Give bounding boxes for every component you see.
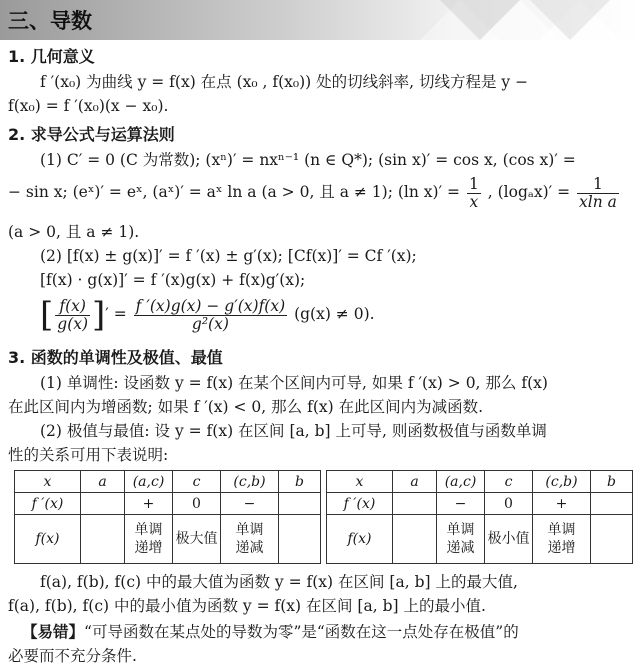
cell-f-ac: 单调 递增: [125, 515, 173, 564]
frac2-denominator: xln a: [579, 192, 617, 211]
cell-header-x: x: [15, 471, 81, 493]
cell-fprime-a: [393, 493, 437, 515]
cell-f-ac: 单调 递减: [437, 515, 485, 564]
section-banner: [0, 0, 640, 40]
cell-fprime-label: f ′(x): [15, 493, 81, 515]
table-maximum: [14, 470, 321, 564]
s2-line5: [f(x) · g(x)]′ = f ′(x)g(x) + f(x)g′(x);: [40, 271, 306, 289]
cell-header-ac: (a,c): [437, 471, 485, 493]
s2-line2-a: − sin x; (eˣ)′ = eˣ, (aˣ)′ = aˣ ln a (a > 0, 且 a ≠ 1); (ln x)′ =: [8, 183, 461, 201]
cell-header-ac: (a,c): [125, 471, 173, 493]
s3-line2: 在此区间内为增函数; 如果 f ′(x) < 0, 那么 f(x) 在此区间内为减函数.: [8, 398, 484, 416]
s2-line4: (2) [f(x) ± g(x)]′ = f ′(x) ± g′(x); [Cf(x)]′ = Cf ′(x);: [40, 247, 417, 265]
cell-f-b: [591, 515, 633, 564]
cell-header-a: a: [81, 471, 125, 493]
cell-fprime-ac: −: [437, 493, 485, 515]
cell-header-b: b: [279, 471, 321, 493]
s3-line3: (2) 极值与最值: 设 y = f(x) 在区间 [a, b] 上可导, 则函数极值与函数单调: [40, 422, 547, 440]
section-title: 三、导数: [8, 9, 92, 33]
left-bracket: [: [40, 295, 54, 335]
cell-f-b: [279, 515, 321, 564]
cell-f-c: 极小值: [485, 515, 533, 564]
cell-f-cb: 单调 递增: [533, 515, 591, 564]
fraction-1-over-x: [467, 176, 481, 211]
table-minimum: [326, 470, 633, 564]
cell-fprime-a: [81, 493, 125, 515]
cell-fprime-b: [591, 493, 633, 515]
fraction-f-over-g: [55, 298, 90, 333]
cell-fprime-c: 0: [173, 493, 221, 515]
quotient-condition: (g(x) ≠ 0).: [294, 305, 375, 323]
s1-line2: f(x₀) = f ′(x₀)(x − x₀).: [8, 97, 169, 115]
frac2-numerator: 1: [577, 176, 619, 194]
cell-header-cb: (c,b): [221, 471, 279, 493]
frac3-numerator: f(x): [55, 298, 90, 316]
cell-fprime-cb: +: [533, 493, 591, 515]
cell-fprime-b: [279, 493, 321, 515]
banner-triangle-decoration: [380, 0, 640, 40]
frac1-denominator: x: [469, 192, 479, 211]
s1-line1: f ′(x₀) 为曲线 y = f(x) 在点 (x₀ , f(x₀)) 处的切线斜率, 切线方程是 y −: [40, 73, 529, 91]
cell-f-a: [81, 515, 125, 564]
common-mistake-text: “可导函数在某点处的导数为零”是“函数在这一点处存在极值”的: [84, 623, 519, 641]
s3-line4: 性的关系可用下表说明:: [8, 446, 169, 464]
fraction-1-over-xlna: [577, 176, 619, 211]
frac4-numerator: f ′(x)g(x) − g′(x)f(x): [135, 296, 286, 315]
cell-fprime-cb: −: [221, 493, 279, 515]
cell-header-c: c: [173, 471, 221, 493]
fraction-quotient-rule: [134, 298, 287, 333]
s2-line2: [8, 172, 640, 212]
common-mistake-label: 【易错】: [22, 623, 85, 641]
s2-line3: (a > 0, 且 a ≠ 1).: [8, 223, 140, 241]
cell-fprime-c: 0: [485, 493, 533, 515]
s2-quotient-rule: [40, 292, 640, 336]
cell-header-x: x: [327, 471, 393, 493]
cell-f-a: [393, 515, 437, 564]
heading-geometric-meaning: 1. 几何意义: [8, 47, 95, 66]
cell-header-b: b: [591, 471, 633, 493]
frac1-numerator: 1: [468, 174, 479, 193]
s3-line1: (1) 单调性: 设函数 y = f(x) 在某个区间内可导, 如果 f ′(x) > 0, 那么 f(x): [40, 374, 548, 392]
s4-line3: [22, 622, 640, 642]
frac4-denominator: g²(x): [191, 314, 229, 333]
s2-line2-b: , (logₐx)′ =: [487, 183, 571, 201]
s2-line1: (1) C′ = 0 (C 为常数); (xⁿ)′ = nxⁿ⁻¹ (n ∈ Q*); (sin x)′ = cos x, (cos x)′ =: [40, 151, 576, 169]
right-bracket: ]: [92, 295, 106, 335]
heading-derivative-formulas: 2. 求导公式与运算法则: [8, 125, 175, 144]
cell-header-a: a: [393, 471, 437, 493]
cell-f-c: 极大值: [173, 515, 221, 564]
cell-header-cb: (c,b): [533, 471, 591, 493]
s4-line4: 必要而不充分条件.: [8, 647, 137, 665]
cell-f-cb: 单调 递减: [221, 515, 279, 564]
frac3-denominator: g(x): [57, 314, 89, 333]
cell-f-label: f(x): [327, 515, 393, 564]
prime-equals: ′ =: [105, 305, 127, 323]
cell-f-label: f(x): [15, 515, 81, 564]
s4-line2: f(a), f(b), f(c) 中的最小值为函数 y = f(x) 在区间 [a, b] 上的最小值.: [8, 597, 486, 615]
cell-fprime-ac: +: [125, 493, 173, 515]
s4-line1: f(a), f(b), f(c) 中的最大值为函数 y = f(x) 在区间 [a, b] 上的最大值,: [40, 573, 518, 591]
cell-fprime-label: f ′(x): [327, 493, 393, 515]
heading-monotonicity: 3. 函数的单调性及极值、最值: [8, 348, 223, 367]
cell-header-c: c: [485, 471, 533, 493]
